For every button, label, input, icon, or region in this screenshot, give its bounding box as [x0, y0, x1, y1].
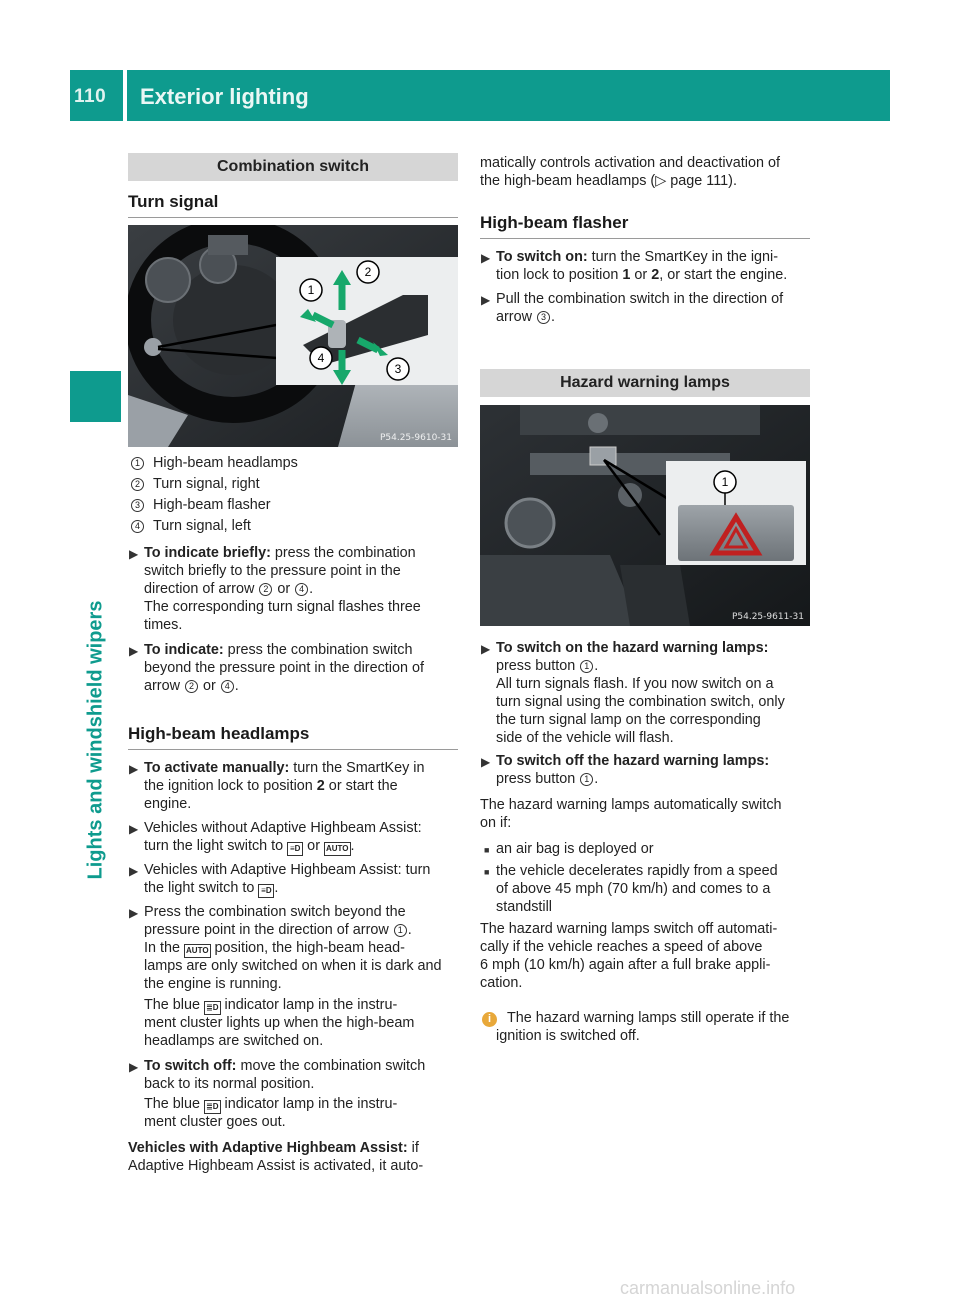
step-activate-manually: To activate manually: turn the SmartKey in [144, 760, 425, 776]
step-text: tion lock to position 1 or 2, or start the engine. [496, 267, 788, 283]
step-text: All turn signals flash. If you now switch on a [496, 676, 774, 692]
figure1-code: P54.25-9610-31 [379, 433, 452, 443]
heading-rule [480, 238, 810, 239]
page-ref-icon: ▷ [655, 173, 667, 189]
step-text: engine. [144, 796, 192, 812]
step-arrow-icon: ▶ [129, 864, 139, 878]
legend-item-4: 4 Turn signal, left [130, 518, 251, 534]
info-icon: i [482, 1012, 497, 1027]
step-arrow-icon: ▶ [481, 251, 491, 265]
step-arrow-icon: ▶ [129, 644, 139, 658]
step-text: switch briefly to the pressure point in the [144, 563, 401, 579]
step-arrow-icon: ▶ [481, 293, 491, 307]
step-flasher-switch-on: To switch on: turn the SmartKey in the igni- [496, 249, 779, 265]
step-text: The corresponding turn signal flashes three [144, 599, 421, 615]
section-hazard-warning-lamps: Hazard warning lamps [480, 369, 810, 397]
step-text: side of the vehicle will flash. [496, 730, 674, 746]
heading-rule [128, 217, 458, 218]
step-text: arrow 3 . [496, 309, 555, 325]
figure1-callout-4: 4 [317, 351, 325, 365]
step-text: headlamps are switched on. [144, 1033, 324, 1049]
header-separator [123, 70, 127, 121]
step-text: press button 1 . [496, 771, 599, 787]
step-indicate: To indicate: press the combination switch [144, 642, 413, 658]
paragraph-text: cation. [480, 975, 523, 991]
step-flasher-pull: Pull the combination switch in the direction of [496, 291, 784, 307]
paragraph-text: Adaptive Highbeam Assist is activated, it auto- [128, 1158, 424, 1174]
step-text: The blue ≣D indicator lamp in the instru- [144, 1096, 398, 1112]
section-combination-switch: Combination switch [128, 153, 458, 181]
bullet-icon: ■ [484, 867, 490, 877]
high-beam-indicator-icon: ≣D [204, 1001, 220, 1015]
legend-item-1: 1 High-beam headlamps [130, 455, 298, 471]
step-text: beyond the pressure point in the direction of [144, 660, 424, 676]
step-text: times. [144, 617, 183, 633]
step-arrow-icon: ▶ [481, 642, 491, 656]
page-title: Exterior lighting [140, 84, 309, 109]
figure1-callout-3: 3 [394, 362, 402, 376]
page-number: 110 [74, 86, 107, 107]
hazard-button-photo [480, 405, 810, 626]
step-text: the ignition lock to position 2 or start the [144, 778, 398, 794]
figure1-callout-1: 1 [307, 283, 315, 297]
step-arrow-icon: ▶ [129, 547, 139, 561]
adaptive-highbeam-paragraph: Vehicles with Adaptive Highbeam Assist: if [128, 1140, 419, 1156]
step-text: arrow 2 or 4 . [144, 678, 239, 694]
step-text: pressure point in the direction of arrow 1 . [144, 922, 412, 938]
heading-high-beam-headlamps: High-beam headlamps [128, 724, 310, 743]
headlamp-symbol-icon: ≡D [258, 884, 274, 898]
heading-high-beam-flasher: High-beam flasher [480, 213, 629, 232]
paragraph-text: 6 mph (10 km/h) again after a full brake appli- [480, 957, 771, 973]
step-text: ment cluster lights up when the high-beam [144, 1015, 415, 1031]
list-item-text: of above 45 mph (70 km/h) and comes to a [496, 881, 771, 897]
step-text: turn signal using the combination switch, only [496, 694, 785, 710]
step-with-highbeam-assist: Vehicles with Adaptive Highbeam Assist: turn [144, 862, 431, 878]
step-arrow-icon: ▶ [129, 822, 139, 836]
list-item: an air bag is deployed or [496, 841, 654, 857]
legend-item-2: 2 Turn signal, right [130, 476, 260, 492]
step-arrow-icon: ▶ [129, 1060, 139, 1074]
step-text: back to its normal position. [144, 1076, 315, 1092]
info-note-text: ignition is switched off. [496, 1028, 640, 1044]
step-press-switch: Press the combination switch beyond the [144, 904, 406, 920]
high-beam-indicator-icon: ≣D [204, 1100, 220, 1114]
step-arrow-icon: ▶ [129, 762, 139, 776]
step-text: The blue ≣D indicator lamp in the instru- [144, 997, 398, 1013]
side-tab-marker [70, 371, 121, 422]
combination-switch-photo [128, 225, 458, 447]
step-text: press button 1 . [496, 658, 599, 674]
paragraph-text: cally if the vehicle reaches a speed of above [480, 939, 763, 955]
headlamp-symbol-icon: ≡D [287, 842, 303, 856]
footer-watermark: carmanualsonline.info [620, 1278, 796, 1298]
list-item-text: standstill [496, 899, 552, 915]
step-switch-off: To switch off: move the combination switch [144, 1058, 426, 1074]
step-text: turn the light switch to ≡D or AUTO . [144, 838, 355, 854]
step-text: the turn signal lamp on the corresponding [496, 712, 761, 728]
paragraph-text: on if: [480, 815, 512, 831]
paragraph-text: matically controls activation and deactivation of [480, 155, 780, 171]
step-arrow-icon: ▶ [129, 906, 139, 920]
list-item: the vehicle decelerates rapidly from a speed [496, 863, 778, 879]
info-note: The hazard warning lamps still operate if the [507, 1010, 790, 1026]
page-reference: the high-beam headlamps (▷ page 111). [480, 173, 737, 189]
step-text: ment cluster goes out. [144, 1114, 286, 1130]
step-hazard-switch-on: To switch on the hazard warning lamps: [496, 640, 769, 656]
step-text: the light switch to ≡D . [144, 880, 279, 896]
chapter-label: Lights and windshield wipers [84, 600, 107, 880]
bullet-icon: ■ [484, 845, 490, 855]
step-text: direction of arrow 2 or 4 . [144, 581, 314, 597]
step-text: lamps are only switched on when it is dark and [144, 958, 442, 974]
step-arrow-icon: ▶ [481, 755, 491, 769]
step-text: the engine is running. [144, 976, 282, 992]
auto-symbol-icon: AUTO [324, 842, 351, 856]
legend-item-3: 3 High-beam flasher [130, 497, 271, 513]
step-indicate-briefly: To indicate briefly: press the combination [144, 545, 416, 561]
paragraph-text: The hazard warning lamps switch off automati- [480, 921, 778, 937]
paragraph-text: The hazard warning lamps automatically switch [480, 797, 782, 813]
step-text: In the AUTO position, the high-beam head- [144, 940, 405, 956]
figure1-callout-2: 2 [364, 265, 372, 279]
figure2-code: P54.25-9611-31 [731, 612, 804, 622]
heading-turn-signal: Turn signal [128, 192, 219, 211]
figure2-callout-1: 1 [721, 475, 729, 489]
auto-symbol-icon: AUTO [184, 944, 211, 958]
heading-rule [128, 749, 458, 750]
step-hazard-switch-off: To switch off the hazard warning lamps: [496, 753, 770, 769]
step-without-highbeam-assist: Vehicles without Adaptive Highbeam Assist: [144, 820, 422, 836]
